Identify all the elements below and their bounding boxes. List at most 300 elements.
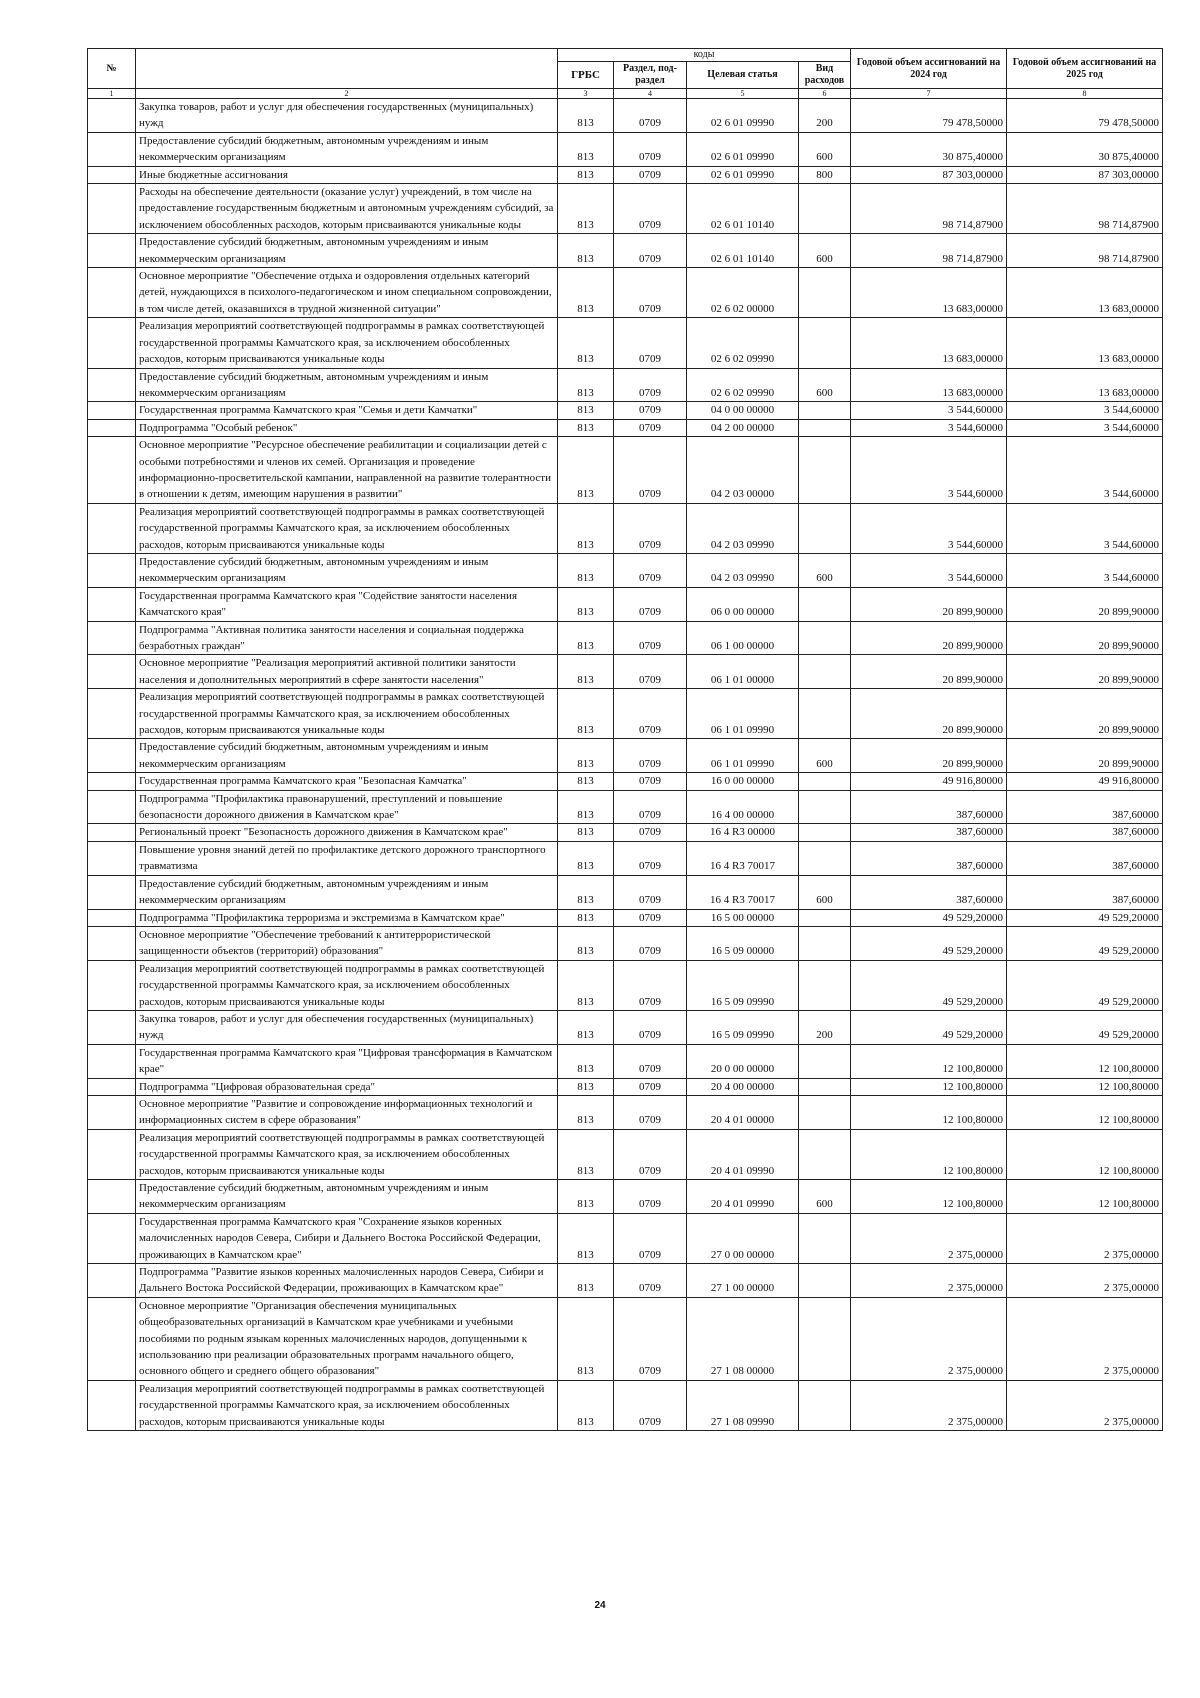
colnum: 5 [687,89,799,99]
table-row [88,689,1163,739]
row-sum-2024: 12 100,80000 [851,1129,1007,1179]
row-razdel: 0709 [614,1044,687,1078]
row-razdel: 0709 [614,1010,687,1044]
row-no-cell [88,1095,136,1129]
row-sum-2025: 12 100,80000 [1007,1095,1163,1129]
row-no-cell [88,773,136,790]
table-row [88,553,1163,587]
row-razdel: 0709 [614,184,687,234]
row-name: Основное мероприятие "Обеспечение отдыха и оздоровления отдельных категорий детей, нуждающихся в психолого-педагогическом и ином специальном сопровождении, в том числе детей, оказавшихся в трудной жизненной ситуации" [136,268,558,318]
row-vid: 600 [799,368,851,402]
row-name: Предоставление субсидий бюджетным, автономным учреждениям и иным некоммерческим организациям [136,132,558,166]
row-grbs: 813 [558,1213,614,1263]
row-grbs: 813 [558,926,614,960]
row-razdel: 0709 [614,99,687,133]
row-razdel: 0709 [614,1264,687,1298]
page-number: 24 [594,1600,606,1611]
row-vid: 600 [799,1180,851,1214]
row-sum-2024: 20 899,90000 [851,587,1007,621]
row-sum-2025: 2 375,00000 [1007,1297,1163,1380]
row-celevaya: 16 0 00 00000 [687,773,799,790]
table-row [88,1380,1163,1430]
row-name: Государственная программа Камчатского края "Содействие занятости населения Камчатского края" [136,587,558,621]
colnum: 7 [851,89,1007,99]
row-vid [799,824,851,841]
row-celevaya: 04 2 00 00000 [687,419,799,436]
row-no-cell [88,875,136,909]
row-grbs: 813 [558,268,614,318]
row-no-cell [88,1044,136,1078]
row-sum-2025: 387,60000 [1007,875,1163,909]
row-sum-2025: 3 544,60000 [1007,437,1163,504]
table-row [88,960,1163,1010]
row-celevaya: 16 4 R3 70017 [687,841,799,875]
row-vid [799,1078,851,1095]
row-celevaya: 02 6 01 10140 [687,184,799,234]
row-no-cell [88,553,136,587]
row-no-cell [88,1264,136,1298]
row-razdel: 0709 [614,437,687,504]
header-razdel: Раздел, под-раздел [614,62,687,89]
colnum: 3 [558,89,614,99]
row-razdel: 0709 [614,234,687,268]
table-row [88,368,1163,402]
row-sum-2025: 87 303,00000 [1007,166,1163,183]
row-name: Реализация мероприятий соответствующей подпрограммы в рамках соответствующей государственной программы Камчатского края, за исключением обособленных расходов, которым присваиваются уникальные коды [136,1380,558,1430]
table-row [88,1213,1163,1263]
row-vid [799,909,851,926]
row-sum-2025: 2 375,00000 [1007,1264,1163,1298]
row-grbs: 813 [558,1180,614,1214]
row-grbs: 813 [558,1010,614,1044]
row-no-cell [88,503,136,553]
row-name: Основное мероприятие "Ресурсное обеспечение реабилитации и социализации детей с особыми потребностями и членов их семей. Организация и проведение информационно-просветительской кампании, направленной на развитие толерантности в отношении к детям, имеющим нарушения в развитии" [136,437,558,504]
row-razdel: 0709 [614,132,687,166]
row-grbs: 813 [558,1044,614,1078]
row-vid: 600 [799,553,851,587]
row-vid [799,841,851,875]
row-vid: 600 [799,739,851,773]
row-no-cell [88,841,136,875]
row-celevaya: 27 1 08 00000 [687,1297,799,1380]
colnum: 2 [136,89,558,99]
row-name: Подпрограмма "Особый ребенок" [136,419,558,436]
row-razdel: 0709 [614,790,687,824]
table-row [88,318,1163,368]
row-sum-2024: 387,60000 [851,875,1007,909]
row-sum-2025: 98 714,87900 [1007,184,1163,234]
row-celevaya: 27 1 00 00000 [687,1264,799,1298]
row-sum-2025: 79 478,50000 [1007,99,1163,133]
header-celevaya: Целевая статья [687,62,799,89]
row-razdel: 0709 [614,1213,687,1263]
row-celevaya: 02 6 02 00000 [687,268,799,318]
row-sum-2025: 13 683,00000 [1007,318,1163,368]
row-no-cell [88,1380,136,1430]
table-row [88,739,1163,773]
row-grbs: 813 [558,437,614,504]
row-sum-2024: 30 875,40000 [851,132,1007,166]
row-vid [799,1129,851,1179]
table-row [88,773,1163,790]
row-grbs: 813 [558,419,614,436]
row-celevaya: 20 0 00 00000 [687,1044,799,1078]
row-name: Предоставление субсидий бюджетным, автономным учреждениям и иным некоммерческим организациям [136,739,558,773]
row-sum-2024: 12 100,80000 [851,1078,1007,1095]
row-name: Государственная программа Камчатского края "Сохранение языков коренных малочисленных народов Севера, Сибири и Дальнего Востока Российской Федерации, проживающих в Камчатском крае" [136,1213,558,1263]
row-sum-2025: 3 544,60000 [1007,503,1163,553]
row-sum-2024: 20 899,90000 [851,655,1007,689]
row-no-cell [88,132,136,166]
row-grbs: 813 [558,553,614,587]
row-no-cell [88,368,136,402]
row-razdel: 0709 [614,368,687,402]
row-grbs: 813 [558,132,614,166]
row-grbs: 813 [558,909,614,926]
row-vid [799,1264,851,1298]
row-name: Повышение уровня знаний детей по профилактике детского дорожного транспортного травматизма [136,841,558,875]
row-vid [799,184,851,234]
row-no-cell [88,1129,136,1179]
row-sum-2024: 2 375,00000 [851,1297,1007,1380]
row-razdel: 0709 [614,621,687,655]
row-celevaya: 04 2 03 09990 [687,553,799,587]
table-row [88,1044,1163,1078]
row-sum-2024: 49 529,20000 [851,960,1007,1010]
table-row [88,926,1163,960]
row-razdel: 0709 [614,841,687,875]
row-vid [799,419,851,436]
row-vid [799,587,851,621]
row-celevaya: 02 6 01 09990 [687,99,799,133]
row-sum-2025: 387,60000 [1007,790,1163,824]
row-no-cell [88,1010,136,1044]
row-celevaya: 02 6 01 09990 [687,166,799,183]
table-row [88,503,1163,553]
table-row [88,402,1163,419]
table-row [88,437,1163,504]
row-sum-2024: 3 544,60000 [851,402,1007,419]
row-razdel: 0709 [614,655,687,689]
table-row [88,909,1163,926]
row-sum-2025: 20 899,90000 [1007,655,1163,689]
row-sum-2024: 20 899,90000 [851,689,1007,739]
column-numbers-row [88,89,1163,99]
row-razdel: 0709 [614,909,687,926]
row-sum-2024: 13 683,00000 [851,268,1007,318]
row-sum-2025: 2 375,00000 [1007,1213,1163,1263]
row-razdel: 0709 [614,1095,687,1129]
row-name: Основное мероприятие "Развитие и сопровождение информационных технологий и информационных систем в сфере образования" [136,1095,558,1129]
table-row [88,184,1163,234]
row-sum-2024: 2 375,00000 [851,1380,1007,1430]
row-vid [799,655,851,689]
row-sum-2025: 3 544,60000 [1007,553,1163,587]
colnum: 8 [1007,89,1163,99]
row-grbs: 813 [558,824,614,841]
header-no: № [88,49,136,89]
row-grbs: 813 [558,1078,614,1095]
row-grbs: 813 [558,1380,614,1430]
row-name: Подпрограмма "Развитие языков коренных малочисленных народов Севера, Сибири и Дальнего Востока Российской Федерации, проживающих в Камчатском крае" [136,1264,558,1298]
row-name: Закупка товаров, работ и услуг для обеспечения государственных (муниципальных) нужд [136,1010,558,1044]
row-sum-2024: 49 529,20000 [851,1010,1007,1044]
row-no-cell [88,419,136,436]
row-celevaya: 16 4 R3 70017 [687,875,799,909]
row-vid [799,1297,851,1380]
row-celevaya: 02 6 01 10140 [687,234,799,268]
row-razdel: 0709 [614,268,687,318]
row-no-cell [88,1213,136,1263]
row-no-cell [88,909,136,926]
table-row [88,1297,1163,1380]
table-row [88,268,1163,318]
row-no-cell [88,318,136,368]
document-page [87,48,1162,1431]
row-grbs: 813 [558,790,614,824]
row-no-cell [88,960,136,1010]
row-name: Государственная программа Камчатского края "Семья и дети Камчатки" [136,402,558,419]
row-celevaya: 02 6 01 09990 [687,132,799,166]
header-grbs: ГРБС [558,62,614,89]
row-razdel: 0709 [614,1297,687,1380]
row-sum-2024: 3 544,60000 [851,419,1007,436]
colnum: 6 [799,89,851,99]
row-vid [799,1044,851,1078]
row-vid [799,1095,851,1129]
row-celevaya: 27 0 00 00000 [687,1213,799,1263]
row-razdel: 0709 [614,875,687,909]
row-grbs: 813 [558,503,614,553]
table-row [88,841,1163,875]
row-razdel: 0709 [614,926,687,960]
row-vid: 200 [799,99,851,133]
row-no-cell [88,437,136,504]
row-grbs: 813 [558,1297,614,1380]
row-name: Основное мероприятие "Обеспечение требований к антитеррористической защищенности объектов (территорий) образования" [136,926,558,960]
row-name: Подпрограмма "Активная политика занятости населения и социальная поддержка безработных граждан" [136,621,558,655]
table-body [88,99,1163,1431]
row-razdel: 0709 [614,166,687,183]
row-celevaya: 16 5 00 00000 [687,909,799,926]
row-sum-2024: 20 899,90000 [851,739,1007,773]
row-name: Региональный проект "Безопасность дорожного движения в Камчатском крае" [136,824,558,841]
row-sum-2024: 49 529,20000 [851,909,1007,926]
table-row [88,99,1163,133]
row-grbs: 813 [558,621,614,655]
row-no-cell [88,655,136,689]
row-no-cell [88,926,136,960]
row-celevaya: 06 0 00 00000 [687,587,799,621]
row-name: Подпрограмма "Цифровая образовательная среда" [136,1078,558,1095]
row-sum-2024: 3 544,60000 [851,503,1007,553]
row-razdel: 0709 [614,1380,687,1430]
table-row [88,1264,1163,1298]
row-vid [799,773,851,790]
row-sum-2025: 20 899,90000 [1007,621,1163,655]
table-row [88,1129,1163,1179]
row-grbs: 813 [558,234,614,268]
row-sum-2025: 12 100,80000 [1007,1129,1163,1179]
row-sum-2024: 20 899,90000 [851,621,1007,655]
row-sum-2025: 12 100,80000 [1007,1180,1163,1214]
row-celevaya: 20 4 00 00000 [687,1078,799,1095]
row-sum-2025: 12 100,80000 [1007,1078,1163,1095]
row-sum-2024: 87 303,00000 [851,166,1007,183]
row-vid [799,437,851,504]
row-celevaya: 20 4 01 00000 [687,1095,799,1129]
row-grbs: 813 [558,655,614,689]
row-sum-2024: 387,60000 [851,824,1007,841]
row-sum-2025: 30 875,40000 [1007,132,1163,166]
row-celevaya: 16 4 00 00000 [687,790,799,824]
row-name: Реализация мероприятий соответствующей подпрограммы в рамках соответствующей государственной программы Камчатского края, за исключением обособленных расходов, которым присваиваются уникальные коды [136,1129,558,1179]
row-celevaya: 02 6 02 09990 [687,318,799,368]
budget-table [87,48,1163,1431]
row-celevaya: 04 2 03 00000 [687,437,799,504]
row-name: Предоставление субсидий бюджетным, автономным учреждениям и иным некоммерческим организациям [136,1180,558,1214]
colnum: 1 [88,89,136,99]
table-row [88,132,1163,166]
row-no-cell [88,790,136,824]
row-grbs: 813 [558,368,614,402]
row-no-cell [88,234,136,268]
row-razdel: 0709 [614,503,687,553]
row-razdel: 0709 [614,1129,687,1179]
row-vid [799,926,851,960]
row-grbs: 813 [558,184,614,234]
row-vid: 600 [799,875,851,909]
row-sum-2025: 49 916,80000 [1007,773,1163,790]
row-sum-2024: 49 916,80000 [851,773,1007,790]
row-sum-2025: 20 899,90000 [1007,739,1163,773]
row-name: Иные бюджетные ассигнования [136,166,558,183]
row-celevaya: 06 1 01 09990 [687,739,799,773]
row-vid: 200 [799,1010,851,1044]
row-razdel: 0709 [614,1078,687,1095]
row-sum-2025: 49 529,20000 [1007,926,1163,960]
row-grbs: 813 [558,773,614,790]
table-row [88,1095,1163,1129]
row-name: Подпрограмма "Профилактика терроризма и экстремизма в Камчатском крае" [136,909,558,926]
row-razdel: 0709 [614,739,687,773]
row-name: Государственная программа Камчатского края "Безопасная Камчатка" [136,773,558,790]
row-name: Предоставление субсидий бюджетным, автономным учреждениям и иным некоммерческим организациям [136,368,558,402]
row-sum-2024: 98 714,87900 [851,234,1007,268]
row-no-cell [88,268,136,318]
row-name: Расходы на обеспечение деятельности (оказание услуг) учреждений, в том числе на предоставление государственным бюджетным и автономным учреждениям субсидий, за исключением обособленных расходов, которым присваиваются уникальные коды [136,184,558,234]
row-celevaya: 06 1 01 00000 [687,655,799,689]
row-celevaya: 20 4 01 09990 [687,1180,799,1214]
row-sum-2024: 2 375,00000 [851,1213,1007,1263]
row-no-cell [88,99,136,133]
row-vid [799,1213,851,1263]
row-sum-2025: 49 529,20000 [1007,909,1163,926]
row-celevaya: 16 5 09 09990 [687,1010,799,1044]
row-grbs: 813 [558,1129,614,1179]
table-row [88,790,1163,824]
row-name: Основное мероприятие "Организация обеспечения муниципальных общеобразовательных организаций в Камчатском крае учебниками и учебными пособиями по родным языкам коренных малочисленных народов, допущенными к использованию при реализации образовательных программ начального общего, основного общего и среднего общего образования" [136,1297,558,1380]
row-sum-2025: 387,60000 [1007,824,1163,841]
row-razdel: 0709 [614,402,687,419]
row-sum-2025: 20 899,90000 [1007,689,1163,739]
row-vid [799,621,851,655]
row-celevaya: 02 6 02 09990 [687,368,799,402]
row-razdel: 0709 [614,1180,687,1214]
header-vid: Вид расходов [799,62,851,89]
table-row [88,621,1163,655]
row-no-cell [88,587,136,621]
header-year-2024: Годовой объем ассигнований на 2024 год [851,49,1007,89]
row-sum-2024: 12 100,80000 [851,1095,1007,1129]
row-sum-2024: 12 100,80000 [851,1044,1007,1078]
row-vid [799,960,851,1010]
table-row [88,1078,1163,1095]
table-header [88,49,1163,99]
row-sum-2025: 98 714,87900 [1007,234,1163,268]
row-name: Закупка товаров, работ и услуг для обеспечения государственных (муниципальных) нужд [136,99,558,133]
row-sum-2024: 98 714,87900 [851,184,1007,234]
row-sum-2025: 387,60000 [1007,841,1163,875]
row-sum-2024: 387,60000 [851,841,1007,875]
row-celevaya: 16 4 R3 00000 [687,824,799,841]
row-no-cell [88,1078,136,1095]
row-sum-2025: 3 544,60000 [1007,419,1163,436]
row-sum-2024: 3 544,60000 [851,553,1007,587]
row-sum-2025: 49 529,20000 [1007,960,1163,1010]
row-grbs: 813 [558,739,614,773]
row-celevaya: 16 5 09 09990 [687,960,799,1010]
row-sum-2025: 12 100,80000 [1007,1044,1163,1078]
row-name: Основное мероприятие "Реализация мероприятий активной политики занятости населения и дополнительных мероприятий в сфере занятости населения" [136,655,558,689]
table-row [88,655,1163,689]
table-row [88,587,1163,621]
row-celevaya: 20 4 01 09990 [687,1129,799,1179]
row-vid: 800 [799,166,851,183]
row-grbs: 813 [558,318,614,368]
row-celevaya: 27 1 08 09990 [687,1380,799,1430]
row-no-cell [88,184,136,234]
row-no-cell [88,824,136,841]
row-razdel: 0709 [614,824,687,841]
row-name: Подпрограмма "Профилактика правонарушений, преступлений и повышение безопасности дорожного движения в Камчатском крае" [136,790,558,824]
row-grbs: 813 [558,166,614,183]
table-row [88,1180,1163,1214]
row-razdel: 0709 [614,773,687,790]
header-codes: коды [558,49,851,62]
row-sum-2024: 79 478,50000 [851,99,1007,133]
row-vid [799,268,851,318]
row-razdel: 0709 [614,318,687,368]
row-razdel: 0709 [614,689,687,739]
row-name: Государственная программа Камчатского края "Цифровая трансформация в Камчатском крае" [136,1044,558,1078]
row-vid [799,790,851,824]
row-name: Реализация мероприятий соответствующей подпрограммы в рамках соответствующей государственной программы Камчатского края, за исключением обособленных расходов, которым присваиваются уникальные коды [136,960,558,1010]
table-row [88,419,1163,436]
row-grbs: 813 [558,841,614,875]
header-name [136,49,558,89]
row-name: Реализация мероприятий соответствующей подпрограммы в рамках соответствующей государственной программы Камчатского края, за исключением обособленных расходов, которым присваиваются уникальные коды [136,503,558,553]
row-celevaya: 04 0 00 00000 [687,402,799,419]
row-vid [799,402,851,419]
table-row [88,824,1163,841]
header-year-2025: Годовой объем ассигнований на 2025 год [1007,49,1163,89]
row-grbs: 813 [558,875,614,909]
row-sum-2025: 20 899,90000 [1007,587,1163,621]
row-grbs: 813 [558,960,614,1010]
row-no-cell [88,166,136,183]
row-sum-2024: 387,60000 [851,790,1007,824]
